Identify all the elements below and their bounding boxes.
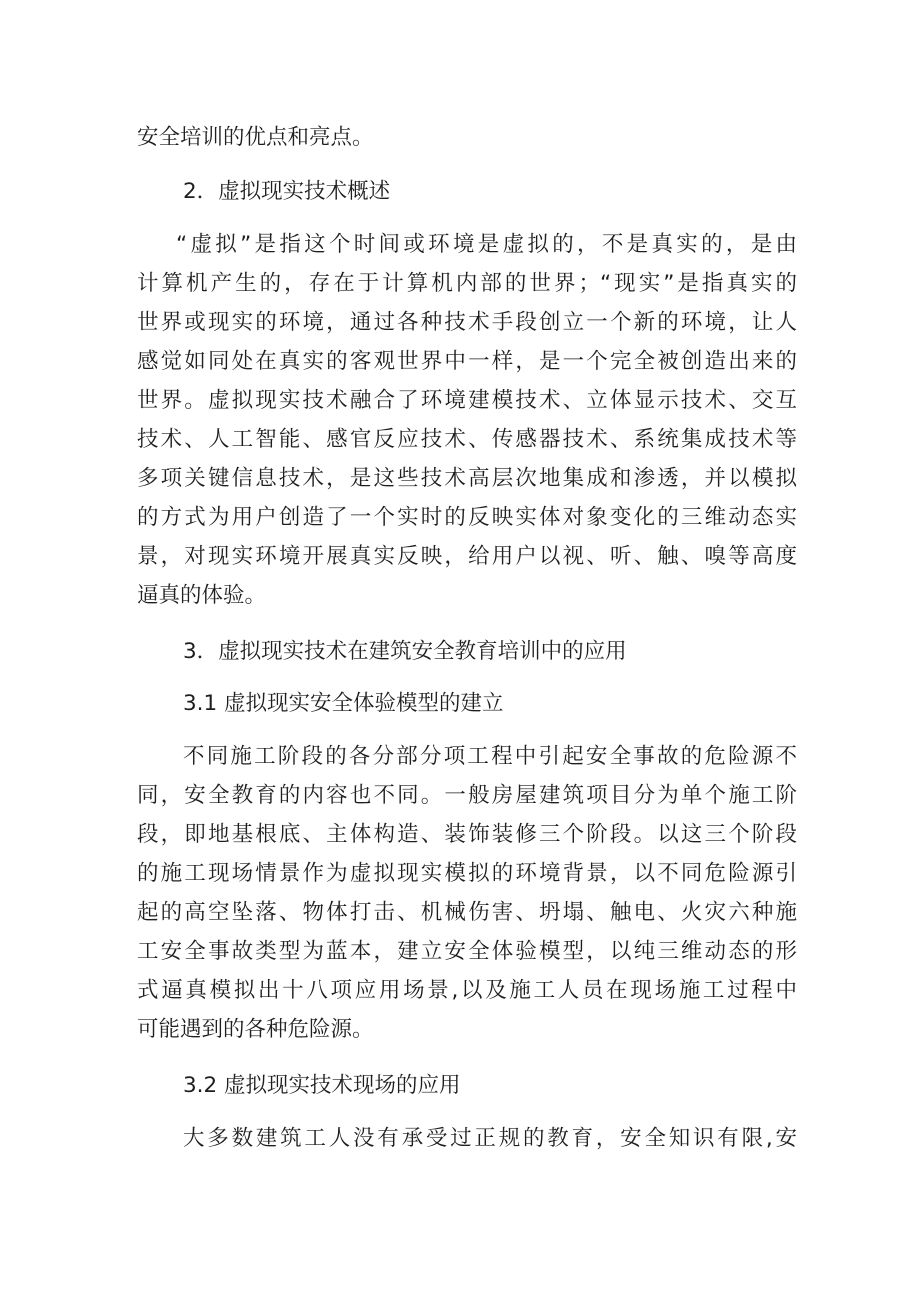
section-3-heading: 3．虚拟现实技术在建筑安全教育培训中的应用: [183, 639, 627, 664]
section-3-1-heading: 3.1 虚拟现实安全体验模型的建立: [183, 691, 504, 716]
section-2-heading: 2．虚拟现实技术概述: [183, 179, 391, 204]
section-3-1-paragraph-line: 可能遇到的各种危险源。: [137, 1017, 374, 1042]
section-2-paragraph-line: 计算机产生的，存在于计算机内部的世界；“现实”是指真实的: [137, 271, 797, 296]
paragraph-continuation-line: 安全培训的优点和亮点。: [137, 125, 374, 150]
section-2-paragraph-line: 世界。虚拟现实技术融合了环境建模技术、立体显示技术、交互: [137, 388, 797, 413]
section-3-1-paragraph-line: 段，即地基根底、主体构造、装饰装修三个阶段。以这三个阶段: [137, 822, 797, 847]
section-2-paragraph-line: 景，对现实环境开展真实反映，给用户以视、听、触、嗅等高度: [137, 544, 797, 569]
section-2-paragraph-line: 世界或现实的环境，通过各种技术手段创立一个新的环境，让人: [137, 310, 797, 335]
section-3-2-heading: 3.2 虚拟现实技术现场的应用: [183, 1073, 461, 1098]
section-2-paragraph-line: 的方式为用户创造了一个实时的反映实体对象变化的三维动态实: [137, 505, 797, 530]
section-3-1-paragraph-line: 的施工现场情景作为虚拟现实模拟的环境背景，以不同危险源引: [137, 861, 797, 886]
section-2-paragraph-line: 多项关键信息技术，是这些技术高层次地集成和渗透，并以模拟: [137, 466, 797, 491]
section-2-paragraph-line: “虚拟”是指这个时间或环境是虚拟的，不是真实的，是由: [176, 232, 797, 257]
section-3-1-paragraph-line: 式逼真模拟出十八项应用场景,以及施工人员在现场施工过程中: [137, 978, 797, 1003]
section-3-2-paragraph-line: 大多数建筑工人没有承受过正规的教育，安全知识有限,安: [183, 1126, 797, 1151]
section-2-paragraph-line: 技术、人工智能、感官反应技术、传感器技术、系统集成技术等: [137, 427, 797, 452]
section-3-1-paragraph-line: 同，安全教育的内容也不同。一般房屋建筑项目分为单个施工阶: [137, 783, 797, 808]
section-2-paragraph-line: 逼真的体验。: [137, 583, 267, 608]
section-3-1-paragraph-line: 起的高空坠落、物体打击、机械伤害、坍塌、触电、火灾六种施: [137, 900, 797, 925]
section-3-1-paragraph-line: 工安全事故类型为蓝本，建立安全体验模型，以纯三维动态的形: [137, 939, 797, 964]
section-2-paragraph-line: 感觉如同处在真实的客观世界中一样，是一个完全被创造出来的: [137, 349, 797, 374]
section-3-1-paragraph-line: 不同施工阶段的各分部分项工程中引起安全事故的危险源不: [183, 744, 797, 769]
